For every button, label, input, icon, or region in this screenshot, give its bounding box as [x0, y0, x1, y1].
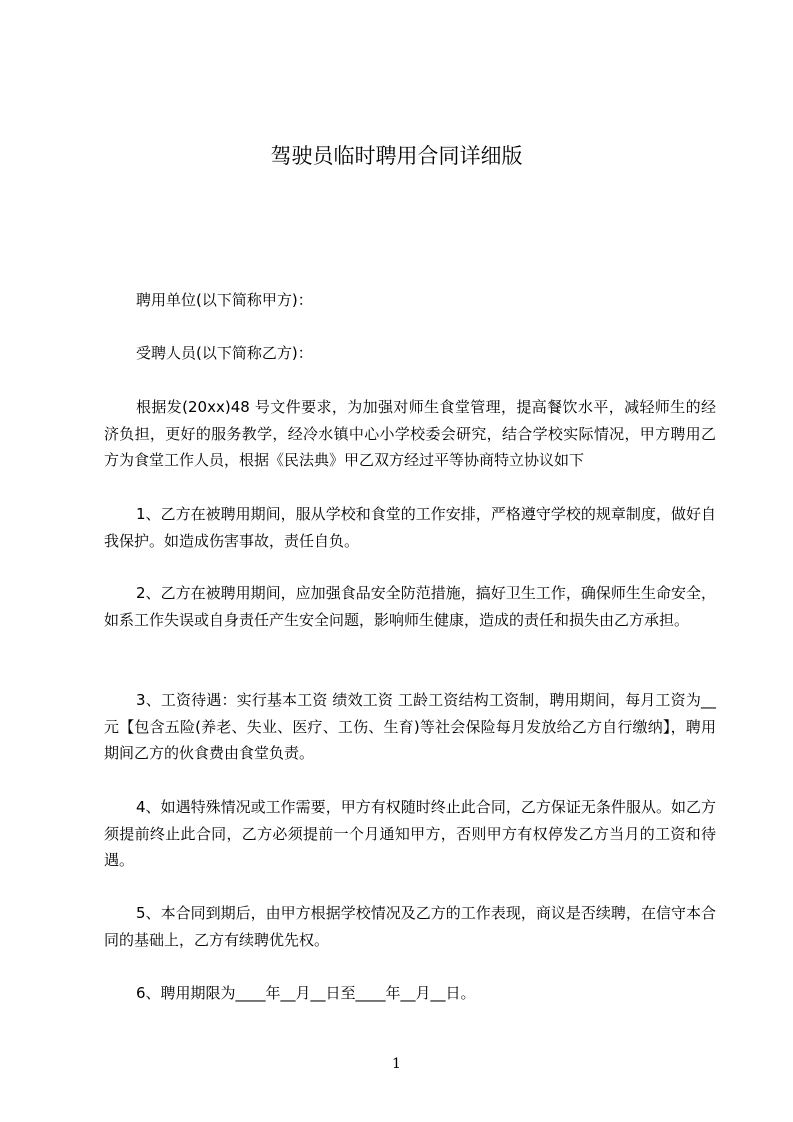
clause-6: 6、聘用期限为____年__月__日至____年__月__日。	[136, 984, 476, 1002]
clause-5: 5、本合同到期后，由甲方根据学校情况及乙方的工作表现，商议是否续聘，在信守本合同的基础上，乙方有续聘优先权。	[104, 904, 716, 949]
clause-4: 4、如遇特殊情况或工作需要，甲方有权随时终止此合同，乙方保证无条件服从。如乙方须提前终止此合同，乙方必须提前一个月通知甲方，否则甲方有权停发乙方当月的工资和待遇。	[104, 798, 716, 869]
employer-line: 聘用单位(以下简称甲方)：	[136, 291, 313, 309]
page-number: 1	[392, 1056, 401, 1072]
contract-basis-paragraph: 根据发(20xx)48 号文件要求，为加强对师生食堂管理，提高餐饮水平，减轻师生的经济负担，更好的服务教学，经冷水镇中心小学校委会研究，结合学校实际情况，甲方聘用乙方为食堂工作人员，根据《民法典》甲乙双方经过平等协商特立协议如下	[104, 398, 716, 469]
clause-3: 3、工资待遇：实行基本工资 绩效工资 工龄工资结构工资制，聘用期间，每月工资为__元【包含五险(养老、失业、医疗、工伤、生育)等社会保险每月发放给乙方自行缴纳】，聘用期间乙方的伙食费由食堂负责。	[104, 691, 716, 762]
employee-line: 受聘人员(以下简称乙方)：	[136, 344, 313, 362]
clause-2: 2、乙方在被聘用期间，应加强食品安全防范措施，搞好卫生工作，确保师生生命安全，如系工作失误或自身责任产生安全问题，影响师生健康，造成的责任和损失由乙方承担。	[104, 584, 716, 629]
document-title: 驾驶员临时聘用合同详细版	[270, 144, 523, 168]
clause-1: 1、乙方在被聘用期间，服从学校和食堂的工作安排，严格遵守学校的规章制度，做好自我保护。如造成伤害事故，责任自负。	[104, 505, 716, 550]
